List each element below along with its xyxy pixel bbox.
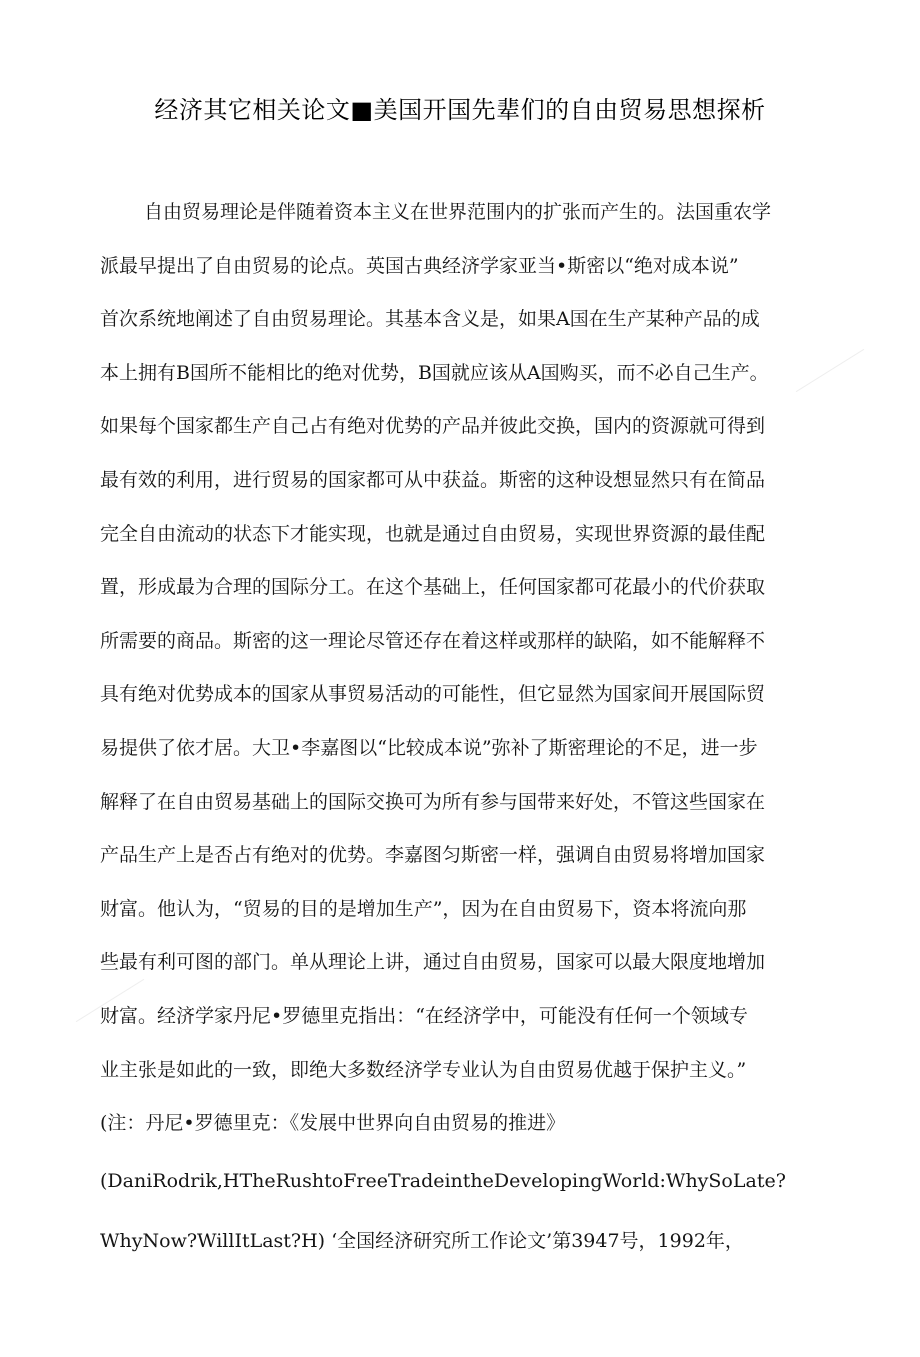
paragraph-line: 财富。经济学家丹尼•罗德里克指出：“在经济学中，可能没有任何一个领域专 (100, 1004, 748, 1027)
scan-artifact-line (796, 349, 864, 392)
paragraph-line: 首次系统地阐述了自由贸易理论。其基本含义是，如果A国在生产某种产品的成 (100, 308, 760, 331)
paragraph-line: 本上拥有B国所不能相比的绝对优势，B国就应该从A国购买，而不必自己生产。 (100, 361, 769, 384)
paragraph-line: 财富。他认为，“贸易的目的是增加生产”，因为在自由贸易下，资本将流向那 (100, 897, 747, 920)
paragraph-line: 些最有利可图的部门。单从理论上讲，通过自由贸易，国家可以最大限度地增加 (100, 951, 766, 974)
paragraph-line: 完全自由流动的状态下才能实现，也就是通过自由贸易，实现世界资源的最佳配 (100, 522, 766, 545)
paragraph-line: 业主张是如此的一致，即绝大多数经济学专业认为自由贸易优越于保护主义。” (100, 1058, 747, 1081)
document-title: 经济其它相关论文■美国开国先辈们的自由贸易思想探析 (154, 96, 766, 124)
paragraph-line: 解释了在自由贸易基础上的国际交换可为所有参与国带来好处，不管这些国家在 (100, 790, 766, 813)
footnote-line: WhyNow?WillItLast?H) ‘全国经济研究所工作论文’第3947号，1992年， (100, 1230, 744, 1253)
paragraph-line: 所需要的商品。斯密的这一理论尽管还存在着这样或那样的缺陷，如不能解释不 (100, 629, 766, 652)
document-body (100, 194, 786, 1277)
paragraph-line: 置，形成最为合理的国际分工。在这个基础上，任何国家都可花最小的代价获取 (100, 576, 766, 599)
paragraph-line: 易提供了依才居。大卫•李嘉图以“比较成本说”弥补了斯密理论的不足，进一步 (100, 736, 758, 759)
paragraph-line: 自由贸易理论是伴随着资本主义在世界范围内的扩张而产生的。法国重农学 (144, 201, 772, 223)
paragraph-line: 具有绝对优势成本的国家从事贸易活动的可能性，但它显然为国家间开展国际贸 (100, 683, 766, 706)
paragraph-line: 最有效的利用，进行贸易的国家都可从中获益。斯密的这种设想显然只有在简品 (100, 468, 766, 491)
paragraph-line: 如果每个国家都生产自己占有绝对优势的产品并彼此交换，国内的资源就可得到 (100, 415, 766, 438)
paragraph-line: 派最早提出了自由贸易的论点。英国古典经济学家亚当•斯密以“绝对成本说” (100, 254, 739, 277)
footnote-line: (DaniRodrik,HTheRushtoFreeTradeintheDevelopingWorld:WhySoLate? (100, 1170, 786, 1193)
paragraph-line: 产品生产上是否占有绝对的优势。李嘉图匀斯密一样，强调自由贸易将增加国家 (100, 844, 766, 867)
footnote-line: (注：丹尼•罗德里克：《发展中世界向自由贸易的推进》 (100, 1112, 566, 1135)
